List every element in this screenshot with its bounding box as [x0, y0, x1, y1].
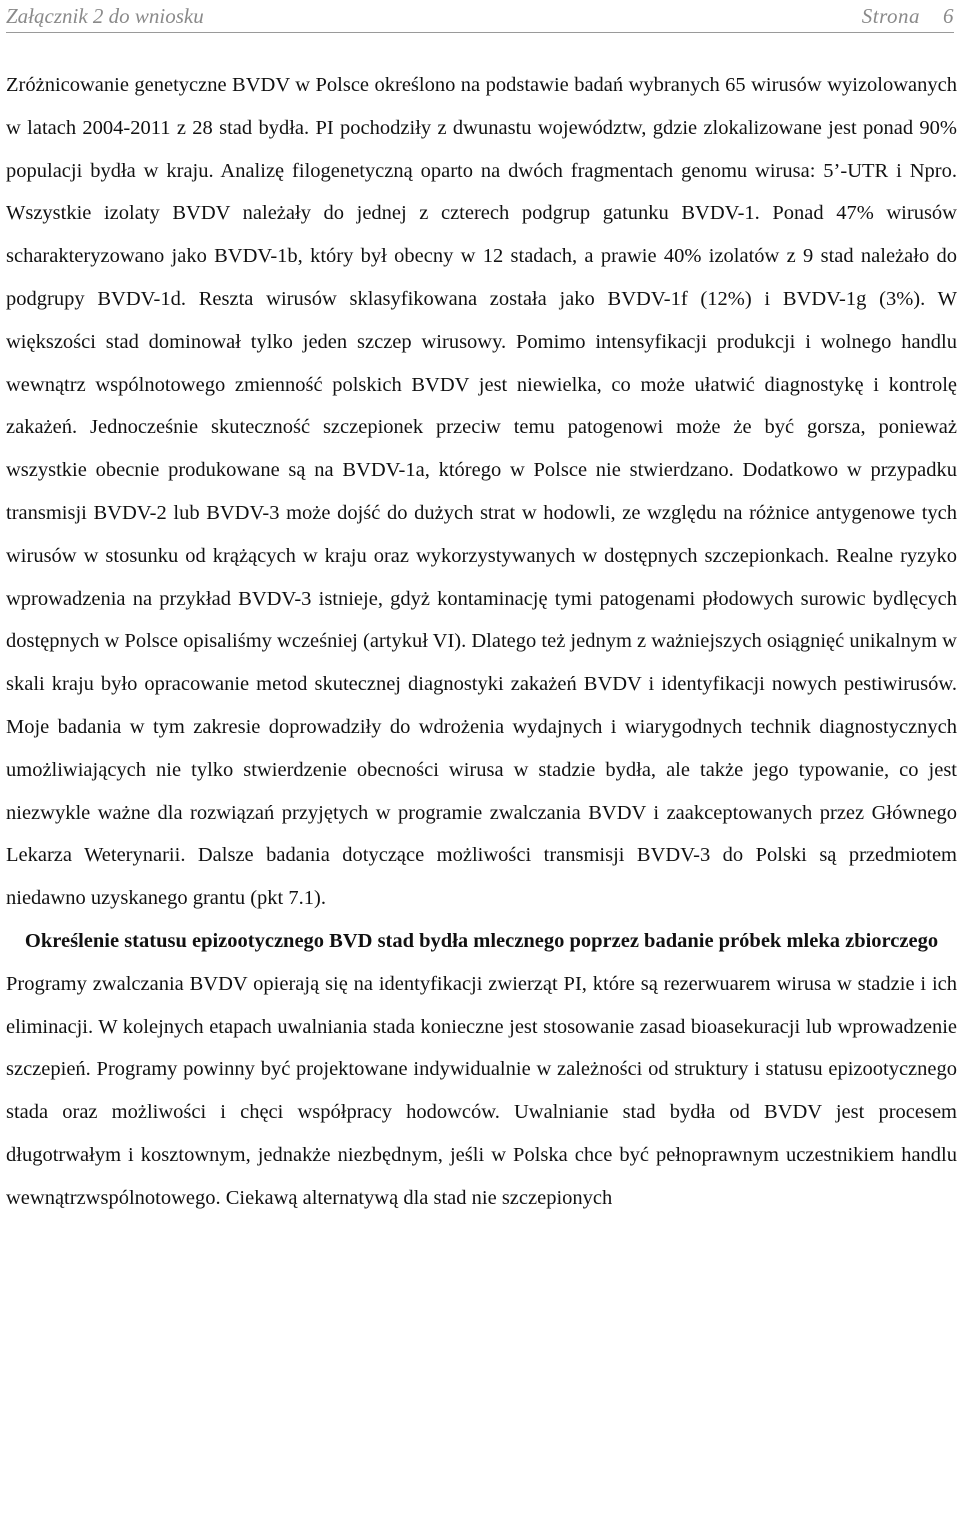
- body-paragraph: Programy zwalczania BVDV opierają się na identyfikacji zwierząt PI, które są rezerwuarem wirusa w stadzie i ich eliminacji. W kolejnych etapach uwalniania stada konieczne jest stosowanie zasad bioasekuracji lub wprowadzenie szczepień. Programy powinny być projektowane indywidualnie w zależności od struktury i statusu epizootycznego stada oraz możliwości i chęci współpracy hodowców. Uwalnianie stad bydła od BVDV jest procesem długotrwałym i kosztownym, jednakże niezbędnym, jeśli w Polska chce być pełnoprawnym uczestnikiem handlu wewnątrzwspólnotowego. Ciekawą alternatywą dla stad nie szczepionych: [6, 972, 957, 1209]
- page-number: 6: [943, 3, 954, 28]
- document-title: Załącznik 2 do wniosku: [6, 3, 204, 28]
- document-body: [6, 64, 957, 1220]
- page-label: Strona: [861, 3, 920, 28]
- section-heading: Określenie statusu epizootycznego BVD stad bydła mlecznego poprzez badanie próbek mleka zbiorczego: [24, 929, 939, 952]
- body-paragraph: Zróżnicowanie genetyczne BVDV w Polsce określono na podstawie badań wybranych 65 wirusów wyizolowanych w latach 2004-2011 z 28 stad bydła. PI pochodziły z dwunastu województw, gdzie zlokalizowane jest ponad 90% populacji bydła w kraju. Analizę filogenetyczną oparto na dwóch fragmentach genomu wirusa: 5’-UTR i Npro. Wszystkie izolaty BVDV należały do jednej z czterech podgrup gatunku BVDV-1. Ponad 47% wirusów scharakteryzowano jako BVDV-1b, który był obecny w 12 stadach, a prawie 40% izolatów z 9 stad należało do podgrupy BVDV-1d. Reszta wirusów sklasyfikowana została jako BVDV-1f (12%) i BVDV-1g (3%). W większości stad dominował tylko jeden szczep wirusowy. Pomimo intensyfikacji produkcji i wolnego handlu wewnątrz wspólnotowego zmienność polskich BVDV jest niewielka, co może ułatwić diagnostykę i kontrolę zakażeń. Jednocześnie skuteczność szczepionek przeciw temu patogenowi może że być gorsza, ponieważ wszystkie obecnie produkowane są na BVDV-1a, którego w Polsce nie stwierdzano. Dodatkowo w przypadku transmisji BVDV-2 lub BVDV-3 może dojść do dużych strat w hodowli, ze względu na różnice antygenowe tych wirusów w stosunku od krążących w kraju oraz wykorzystywanych w dostępnych szczepionkach. Realne ryzyko wprowadzenia na przykład BVDV-3 istnieje, gdyż kontaminację tymi patogenami płodowych surowic bydlęcych dostępnych w Polsce opisaliśmy wcześniej (artykuł VI). Dlatego też jednym z ważniejszych osiągnięć unikalnym w skali kraju było opracowanie metod skutecznej diagnostyki zakażeń BVDV i identyfikacji nowych pestiwirusów. Moje badania w tym zakresie doprowadziły do wdrożenia wydajnych i wiarygodnych technik diagnostycznych umożliwiających nie tylko stwierdzenie obecności wirusa w stadzie bydła, ale także jego typowanie, co jest niezwykle ważne dla rozwiązań przyjętych w programie zwalczania BVDV i zaakceptowanych przez Głównego Lekarza Weterynarii. Dalsze badania dotyczące możliwości transmisji BVDV-3 do Polski są przedmiotem niedawno uzyskanego grantu (pkt 7.1).: [6, 74, 957, 910]
- page-indicator: [862, 4, 954, 29]
- page-header: [6, 0, 954, 33]
